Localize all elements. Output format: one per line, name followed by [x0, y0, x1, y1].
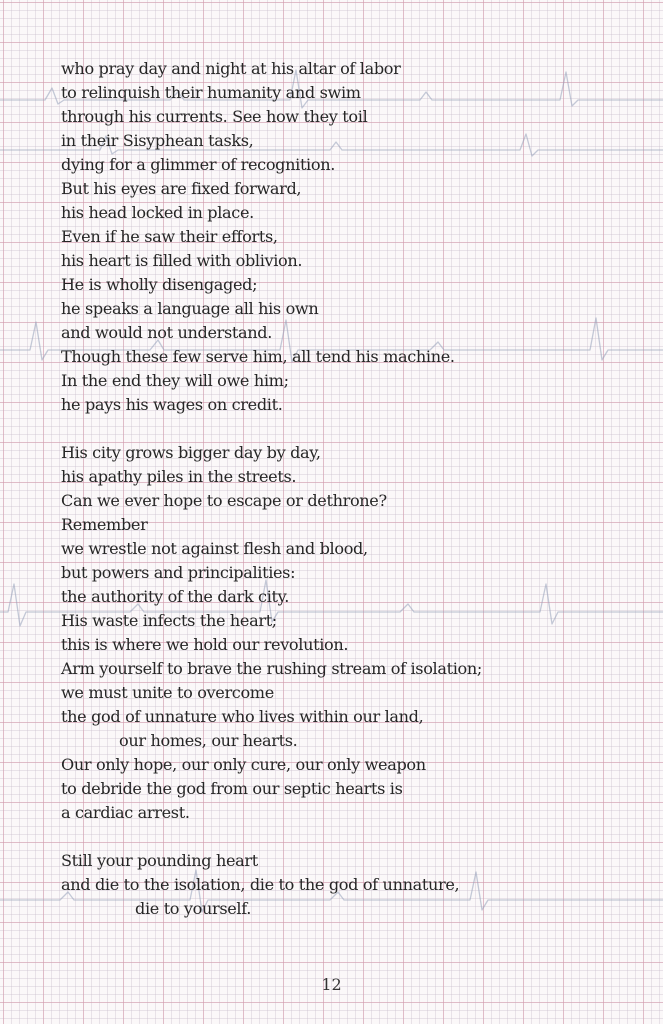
poem-line: to debride the god from our septic hearts is [61, 779, 403, 798]
poem-line: who pray day and night at his altar of labor [61, 59, 401, 78]
poem-line: Still your pounding heart [61, 851, 258, 870]
stanza [61, 441, 641, 825]
poem-line: die to yourself. [135, 899, 252, 918]
poem-line: a cardiac arrest. [61, 803, 190, 822]
poem-line: But his eyes are fixed forward, [61, 179, 302, 198]
stanza [61, 57, 641, 417]
poem-line: our homes, our hearts. [119, 731, 298, 750]
poem-line: and would not understand. [61, 323, 273, 342]
poem-line: and die to the isolation, die to the god of unnature, [61, 875, 460, 894]
poem-line: Even if he saw their efforts, [61, 227, 278, 246]
stanza-break [61, 825, 641, 849]
poem-line: In the end they will owe him; [61, 371, 289, 390]
stanza [61, 849, 641, 921]
poem-line: Can we ever hope to escape or dethrone? [61, 491, 387, 510]
poem-line: dying for a glimmer of recognition. [61, 155, 335, 174]
poem-line: his apathy piles in the streets. [61, 467, 297, 486]
poem-line: he pays his wages on credit. [61, 395, 283, 414]
poem-line: He is wholly disengaged; [61, 275, 258, 294]
poem-line: his heart is filled with oblivion. [61, 251, 303, 270]
poem-line: this is where we hold our revolution. [61, 635, 349, 654]
poem-line: through his currents. See how they toil [61, 107, 368, 126]
poem-line: His city grows bigger day by day, [61, 443, 321, 462]
poem-line: we wrestle not against flesh and blood, [61, 539, 368, 558]
poem-line: Remember [61, 515, 148, 534]
poem-line: but powers and principalities: [61, 563, 296, 582]
poem-line: the authority of the dark city. [61, 587, 290, 606]
page-number: 12 [321, 975, 342, 994]
poem-line: Our only hope, our only cure, our only weapon [61, 755, 426, 774]
poem-text [61, 57, 641, 921]
poem-line: Arm yourself to brave the rushing stream of isolation; [61, 659, 482, 678]
poem-line: in their Sisyphean tasks, [61, 131, 254, 150]
poem-line: we must unite to overcome [61, 683, 274, 702]
poem-line: he speaks a language all his own [61, 299, 319, 318]
poem-line: his head locked in place. [61, 203, 254, 222]
poem-line: His waste infects the heart; [61, 611, 277, 630]
stanza-break [61, 417, 641, 441]
poem-line: the god of unnature who lives within our land, [61, 707, 424, 726]
poem-line: Though these few serve him, all tend his machine. [61, 347, 455, 366]
poem-line: to relinquish their humanity and swim [61, 83, 361, 102]
